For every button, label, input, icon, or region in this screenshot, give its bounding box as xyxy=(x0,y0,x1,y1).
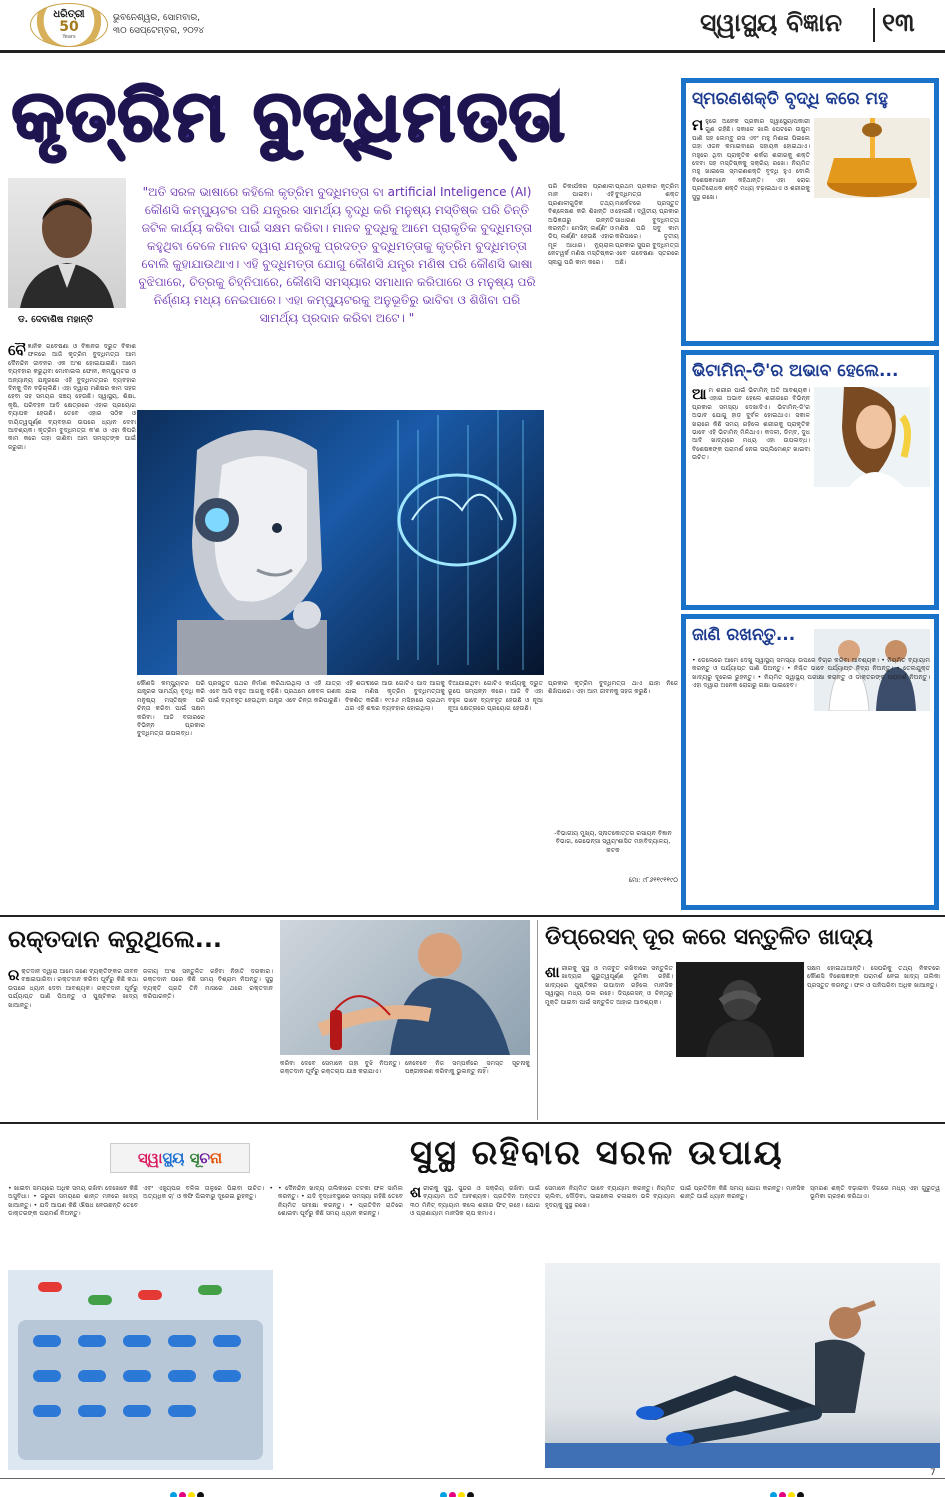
depression-col-2: ସକ୍ଷମ ହୋଇଥାଆନ୍ତି। ସେପରିକୁ ତଥ୍ୟ ନିକଟରେ କୌଣସି ବିଶେଷଜ୍ଞଙ୍କ ପରାମର୍ଶ ନେଇ ଖାଦ୍ୟ ତାଲିକା ପ୍ରସ୍ତୁତ କରନ୍ତୁ। ଫଳ ଓ ପନିପରିବା ଅଧିକ ଖାଆନ୍ତୁ। xyxy=(807,965,940,989)
depression-col-1-text: ରୀରକୁ ସୁସ୍ଥ ଓ ମଜବୁତ ରଖିବାରେ ସନ୍ତୁଳିତ ଖାଦ୍ୟର ଗୁରୁତ୍ୱପୂର୍ଣ୍ଣ ଭୂମିକା ରହିଛି। ଖାଦ୍ୟରେ ପୁଷ୍ଟିକର ଉପାଦାନ ରହିଲେ ମାନସିକ ସ୍ୱାସ୍ଥ୍ୟ ମଧ୍ୟ ଭଲ ରହେ। ଡିପ୍ରେସନ୍ ଓ ଚିନ୍ତାରୁ ମୁକ୍ତି ପାଇବା ପାଇଁ ସନ୍ତୁଳିତ ଆହାର ଆବଶ୍ୟକ। xyxy=(545,965,673,1006)
pills-image xyxy=(8,1270,273,1470)
healthy-col-1 xyxy=(410,1185,540,1475)
depression-dropcap: ଶା xyxy=(545,965,560,981)
vitamin-text: ମ ଶରୀର ପାଇଁ ଭିଟାମିନ୍ ଅତି ଆବଶ୍ୟକ। ଏହାର ଅଭାବ ହେଲେ ଶରୀରରେ ବିଭିନ୍ନ ପ୍ରକାର ସମସ୍ୟା ଦେଖାଦିଏ। ଭିଟାମିନ୍-ଡି'ର ଅଭାବ ଯୋଗୁ ହାଡ଼ ଦୁର୍ବଳ ହୋଇଥାଏ। ସକାଳ ଖରାରେ କିଛି ସମୟ ରହିଲେ ଶରୀରକୁ ପ୍ରାକୃତିକ ଭାବେ ଏହି ଭିଟାମିନ୍ ମିଳିଥାଏ। କଦଳୀ, ଡିମ୍ବ, ଦୁଧ ଆଦି ଖାଦ୍ୟରେ ମଧ୍ୟ ଏହା ଉପଲବ୍ଧ। ବିଶେଷଜ୍ଞଙ୍କ ପରାମର୍ଶ ନେଇ ସପ୍ଲିମେଣ୍ଟ ଖାଇବା ଉଚିତ। xyxy=(692,387,810,462)
tips-label-part-5: ନା xyxy=(210,1149,223,1167)
article-col-left-text: ଜ୍ଞାନିକ ଗବେଷଣା ଓ ବିଜ୍ଞାନର ଦ୍ରୁତ ବିକାଶ ଫଳରେ ଆଜି କୃତ୍ରିମ ବୁଦ୍ଧିମତ୍ତା ଆମ ଦୈନନ୍ଦିନ ଜୀବନର ଏକ ଅଂଶ ହୋଇଯାଇଛି। ଆମେ ବ୍ୟବହାର କରୁଥିବା ମୋବାଇଲ ଫୋନ, କମ୍ପ୍ୟୁଟର ଓ ଅନ୍ୟାନ୍ୟ ଯନ୍ତ୍ରରେ ଏହି ବୁଦ୍ଧିମତ୍ତାର ବ୍ୟବହାର ଦିନକୁ ଦିନ ବଢ଼ିଚାଲିଛି। ଏହା ଦ୍ୱାରା ମଣିଷର କାମ ସହଜ ହେବା ସହ ସମୟର ସଞ୍ଚୟ ହେଉଛି। ସ୍ୱାସ୍ଥ୍ୟ, ଶିକ୍ଷା, କୃଷି, ପରିବହନ ଆଦି କ୍ଷେତ୍ରରେ ଏହାର ପ୍ରୟୋଗ ବ୍ୟାପକ ହେଉଛି। ତେବେ ଏହାର ସଠିକ ଓ ଦାୟିତ୍ୱପୂର୍ଣ୍ଣ ବ୍ୟବହାର ଉପରେ ଧ୍ୟାନ ଦେବା ଆବଶ୍ୟକ। କୃତ୍ରିମ ବୁଦ୍ଧିମତ୍ତା କ'ଣ ଓ ଏହା କିପରି କାମ କରେ ତାହା ଜାଣିବା ଆମ ସମସ୍ତଙ୍କ ପାଇଁ ଜରୁରୀ। xyxy=(8,343,136,451)
article-col-upper-2: ପ୍ରଥମ ପ୍ରକାର କୃତ୍ରିମ ବୁଦ୍ଧିମତ୍ତା ଶକ୍ତ ମାର୍କେଟରେ ପ୍ରସ୍ତୁତ ହୋଇଛି। ଦ୍ୱିତୀୟ ପ୍ରକାର ସାଧାରଣ ବୁଦ୍ଧିମତ୍ତା ମଣିଷ ପରି ସବୁ କାମ କରିପାରେ। ତୃତୀୟ ପ୍ରକାର ସୁପର ବୁଦ୍ଧିମତ୍ତା ଏବେ ଗବେଷଣା ସ୍ତରରେ ଅଛି। xyxy=(615,183,679,266)
tips-label xyxy=(110,1143,250,1173)
logo-text: ଧରିତ୍ରୀ xyxy=(53,9,85,20)
blood-col-1 xyxy=(8,968,138,1118)
article-col-upper-1: ପରି ଚିକାର୍ଯକର ପ୍ରଣାଳୀ ମାନ ପାଇବା। ଏହି ପ୍ରଣାଳୀଗୁଡ଼ିକ ତଥ୍ୟ ବିଶ୍ଳେଷଣ କରି ଶିଖନ୍ତି ଓ ଅଭିଜ୍ଞତାରୁ ଉନ୍ନତି କରନ୍ତି। ମେସିନ୍ ଲର୍ଣ୍ଣିଂ ଓ ଡିପ୍ ଲର୍ଣ୍ଣିଂ ହେଉଛି ଏହାର ମୂଳ ଆଧାର। ନ୍ୟୁରାଲ ନେଟୱର୍କ ମଣିଷ ମସ୍ତିଷ୍କର ସ୍ନାୟୁ ପରି କାମ କରେ। xyxy=(548,183,614,266)
healthy-article-title: ସୁସ୍ଥ ରହିବାର ସରଳ ଉପାୟ xyxy=(410,1133,784,1173)
article-col-lower-3: ଏହି ଶତାବ୍ଦୀରେ ଆଉ ଗୋଟିଏ ପାଦ ଆଗକୁ ଯାଇ ମଣିଷ କୃତ୍ରିମ ବୁଦ୍ଧିମତ୍ତାକୁ ବିକଶିତ କରିଛି। ୧୯୫୬ ମସିହାରେ ପ୍ରଥମ ଥର ଏହି ଶବ୍ଦର ବ୍ୟବହାର ହୋଇଥିଲା। xyxy=(345,680,445,713)
vitamin-dropcap: ଆ xyxy=(692,387,707,403)
tips-col-2: ଏବଂ ଏହ୍ୟୁପର ବଳିଲ ତାଳୁରେ ପିଇବା ଉଚିତ। • ଅତ୍ୟଧିକ ଚା' ଓ କଫି ପିଇବାରୁ ଦୂରେଇ ରୁହନ୍ତୁ। xyxy=(143,1185,273,1201)
blood-col-1-text: କ୍ତଦାନ ଦ୍ୱାରା ଆମେ ଜଣେ ବ୍ୟକ୍ତିଙ୍କର ଜୀବନ ବଞ୍ଚାଇପାରିବା। ରକ୍ତଦାନ କରିବା ପୂର୍ବରୁ କିଛି କଥା ଉପରେ ଧ୍ୟାନ ଦେବା ଆବଶ୍ୟକ। ରକ୍ତଦାନ ପୂର୍ବରୁ ପର୍ଯ୍ୟାପ୍ତ ପାଣି ପିଅନ୍ତୁ ଓ ପୁଷ୍ଟିକର ଖାଦ୍ୟ ଖାଆନ୍ତୁ। xyxy=(8,968,138,1009)
tips-label-part-3: ସୂ xyxy=(189,1149,200,1167)
tips-label-part-1: ସ୍ୱା xyxy=(137,1149,163,1167)
honey-box-title: ସ୍ମରଣଶକ୍ତି ବୃଦ୍ଧି କରେ ମହୁ xyxy=(692,89,889,109)
newspaper-logo xyxy=(30,3,108,47)
footer-rule xyxy=(0,1478,945,1479)
know-box-text: • ଡେଲେରେ ଆମେ ଦେଖୁ ସ୍ୱାସ୍ଥ୍ୟ ସମସ୍ୟା ଉପରେ ବିଚାର କରିବା ଆବଶ୍ୟକ। • ନିୟମିତ ବ୍ୟାୟାମ କରନ୍ତୁ ଓ ପର୍ଯ୍ୟାପ୍ତ ପାଣି ପିଅନ୍ତୁ। • ନିଶ୍ଚିତ ଭାବେ ପର୍ଯ୍ୟାପ୍ତ ନିଦ୍ରା ନିଅନ୍ତୁ। • ତେଲଯୁକ୍ତ ଖାଦ୍ୟରୁ ଦୂରେଇ ରୁହନ୍ତୁ। • ନିୟମିତ ସ୍ୱାସ୍ଥ୍ୟ ପରୀକ୍ଷା କରାନ୍ତୁ ଓ ଡାକ୍ତରଙ୍କ ପରାମର୍ଶ ନିଅନ୍ତୁ। ଏହା ଦ୍ୱାରା ଅନେକ ରୋଗରୁ ରକ୍ଷା ପାଇହେବ। xyxy=(692,657,930,690)
depressed-man-image xyxy=(676,962,804,1057)
footer-page-digit: 7 xyxy=(930,1468,936,1478)
masthead-rule xyxy=(0,50,945,53)
ai-robot-image xyxy=(137,410,544,675)
healthy-col-4: ସ୍ମରଣ ଶକ୍ତି ବଢ଼ାଇବା ଦିଗରେ ମଧ୍ୟ ଏହା ଗୁରୁତ୍ୱ ଭୂମିକା ଗ୍ରହଣ କରିଥାଏ। xyxy=(810,1185,940,1201)
vitamin-box-title: ଭିଟାମିନ୍-ଡି'ର ଅଭାବ ହେଲେ... xyxy=(692,361,899,381)
dateline xyxy=(113,12,204,38)
honey-image xyxy=(814,118,930,198)
section-title: ସ୍ୱାସ୍ଥ୍ୟ ବିଜ୍ଞାନ xyxy=(700,8,843,37)
main-headline: କୃତ୍ରିମ ବୁଦ୍ଧିମତ୍ତା xyxy=(12,75,567,157)
author-photo xyxy=(8,178,126,308)
honey-text: ହୁରେ ଅନେକ ପ୍ରକାର ସ୍ୱାସ୍ଥ୍ୟୋପକାରୀ ଗୁଣ ରହିଛି। ସକାଳେ ଖାଲି ପେଟରେ ଉଷୁମ ପାଣି ସହ ଲେମ୍ବୁ ରସ ଏବଂ ମହୁ ମିଶାଇ ପିଇଲେ ତାହା ଓଜନ କମାଇବାରେ ସହାୟକ ହୋଇଥାଏ। ମହୁରେ ଥିବା ପ୍ରାକୃତିକ ଶର୍କରା ଶରୀରକୁ ଶକ୍ତି ଦେବା ସହ ମସ୍ତିଷ୍କକୁ ସକ୍ରିୟ ରଖେ। ନିୟମିତ ମହୁ ଖାଇଲେ ସ୍ମରଣଶକ୍ତି ବୃଦ୍ଧି ହୁଏ ବୋଲି ବିଶେଷଜ୍ଞମାନେ କହିଥାନ୍ତି। ଏହା ରୋଗ ପ୍ରତିରୋଧକ ଶକ୍ତି ମଧ୍ୟ ବଢ଼ାଇଥାଏ ଓ ଶରୀରକୁ ସୁସ୍ଥ ରଖେ। xyxy=(692,118,810,201)
article-col-lower-4: ଦିଆଯାଇଥିବା ଗୋଟିଏ କାର୍ଯ୍ୟକୁ ଦ୍ରୁତ ରୂପେ ସମ୍ପନ୍ନ କରେ। ଆଜି ବି ଏହା ବହୁଳ ଭାବେ ବ୍ୟବହୃତ ହେଉଛି ଓ ନୂଆ ନୂଆ କ୍ଷେତ୍ରରେ ପ୍ରୟୋଗ ହେଉଛି। xyxy=(448,680,543,713)
section-divider-v xyxy=(537,920,538,1120)
tips-label-part-4: ଚ xyxy=(199,1149,211,1167)
footer-color-dots-left xyxy=(170,1484,206,1497)
section-rule-1 xyxy=(0,915,945,917)
article-col-lower-1: କୌଣସି କମ୍ପ୍ୟୁଟର ପରି ଯନ୍ତ୍ରର ସାମର୍ଥ୍ୟ ବୃଦ୍ଧି କରି ମନୁଷ୍ୟ ମସ୍ତିଷ୍କ ପରି ଚିନ୍ତା କରିବା ପାଇଁ ସକ୍ଷମ କରିବା। ଆଜି ବଜାରରେ ବିଭିନ୍ନ ପ୍ରକାର ବୁଦ୍ଧିମତ୍ତା ଉପଲବ୍ଧ। xyxy=(137,680,205,738)
blood-dropcap: ର xyxy=(8,968,20,984)
healthy-dropcap: ଶ xyxy=(410,1185,422,1201)
blood-col-4: ନେବେବେ ନିଜ ସମ୍ପର୍କରେ ସମସ୍ତ ସୂଚନାକୁ ପଞ୍ଜୀକରଣ କରିବାକୁ ଭୁଲନ୍ତୁ ନାହିଁ। xyxy=(405,1060,530,1076)
article-col-lower-2: ପ୍ରସ୍ତୁତ ପଥର ନିର୍ମାଣ କରିଥାଉଥିଲା ଓ ଏହି ଯାତ୍ରା ଏବେ ଆସି ବହୁତ ଆଗକୁ ବଢ଼ିଛି। ପ୍ରଥମେ କେବଳ ଗଣନା ପାଇଁ ବ୍ୟବହୃତ ହେଉଥିବା ଯନ୍ତ୍ର ଏବେ ଚିନ୍ତା କରିପାରୁଛି। xyxy=(208,680,341,704)
masthead xyxy=(0,0,945,50)
healthy-col-3: ପାଇଁ ପ୍ରତିଦିନ କିଛି ସମୟ ଯୋଗ କରନ୍ତୁ। ମାନସିକ ଶାନ୍ତି ପାଇଁ ଧ୍ୟାନ କରନ୍ତୁ। xyxy=(680,1185,805,1201)
depression-article-title: ଡିପ୍ରେସନ୍ ଦୂର କରେ ସନ୍ତୁଳିତ ଖାଦ୍ୟ xyxy=(545,925,873,950)
tips-col-1: • ଖାଇବା ସମୟରେ ଅଧିକ ସମୟ ରଖିବା ଦେଖେବେ କିଛି ଅସୁବିଧା। • ଜରୁରୀ ସମୟରେ ଶାନ୍ତ ମନରେ ଖାଦ୍ୟ ଖାଆନ୍ତୁ। • ଯଦି ଆପଣ କିଛି ଔଷଧ ନେଉଛନ୍ତି ତେବେ ଡାକ୍ତରଙ୍କ ପରାମର୍ଶ ନିଅନ୍ତୁ। xyxy=(8,1185,138,1218)
author-name: ଡ. ଦେବାଶିଷ ମହାନ୍ତି xyxy=(18,315,94,325)
woman-banana-image xyxy=(814,387,930,487)
pull-quote: "ଅତି ସରଳ ଭାଷାରେ କହିଲେ କୃତ୍ରିମ ବୁଦ୍ଧିମତ୍ତା ବା artificial Inteligence (AI) କୌଣସି କମ୍ପ୍ୟୁଟର ପରି ଯନ୍ତ୍ରର ସାମର୍ଥ୍ୟ ବୃଦ୍ଧି କରି ମନୁଷ୍ୟ ମସ୍ତିଷ୍କ ପରି ଚିନ୍ତି ଜଟିଳ କାର୍ଯ୍ୟ କରିବା ପାଇଁ ସକ୍ଷମ କରିବା। ମାନବ ବୁଦ୍ଧିକୁ ଆମେ ପ୍ରାକୃତିକ ବୁଦ୍ଧିମତ୍ତା କହୁଥିବା ବେଳେ ମାନବ ଦ୍ୱାରା ଯନ୍ତ୍ରକୁ ପ୍ରଦତ୍ତ ବୁଦ୍ଧିମତ୍ତାକୁ କୃତ୍ରିମ ବୁଦ୍ଧିମତ୍ତା ବୋଲି କୁହାଯାଉଥାଏ। ଏହି ବୁଦ୍ଧିମତ୍ତା ଯୋଗୁ କୌଣସି ଯନ୍ତ୍ର ମଣିଷ ପରି କୌଣସି ଭାଷା ବୁଝିପାରେ, ଚିତ୍ରକୁ ଚିହ୍ନିପାରେ, କୌଣସି ସମସ୍ୟାର ସମାଧାନ କରିପାରେ ଓ ମନୁଷ୍ୟ ପରି ନିର୍ଣ୍ଣୟ ମଧ୍ୟ ନେଇପାରେ। ଏହା କମ୍ପ୍ୟୁଟରକୁ ଅନୁଭୂତିରୁ ଭାବିବା ଓ ଶିଖିବା ପରି ସାମର୍ଥ୍ୟ ପ୍ରଦାନ କରିବା ଅଟେ। " xyxy=(138,185,536,325)
honey-dropcap: ମ xyxy=(692,118,704,134)
footer-color-dots-right xyxy=(770,1484,806,1497)
article-dropcap: ବୈ xyxy=(8,343,26,359)
depression-col-1 xyxy=(545,965,673,1115)
footer-color-dots-mid xyxy=(440,1484,476,1497)
blood-donation-image xyxy=(280,920,530,1055)
masthead-divider xyxy=(873,8,875,42)
article-contact: ମୋ: ୯୮୬୧୧୯୧୧୯୦ xyxy=(628,876,678,884)
tips-col-3: • ଦୈନନ୍ଦିନ ଖାଦ୍ୟ ତାଲିକାରେ ତଟକା ଫଳ ସାମିଲ କରନ୍ତୁ। • ଯଦି ବୃଦ୍ଧାବସ୍ଥାରେ ସମସ୍ୟା ରହିଛି ତେବେ ନିୟମିତ ସମୀକ୍ଷା କରନ୍ତୁ। • ପ୍ରତିଦିନ ରାତିରେ ଶୋଇବା ପୂର୍ବରୁ କିଛି ସମୟ ଧ୍ୟାନ କରନ୍ତୁ। xyxy=(278,1185,403,1218)
tips-label-part-2: ସ୍ଥ୍ୟ xyxy=(162,1149,185,1167)
article-byline: -ବିଭାଗୀୟ ମୁଖ୍ୟ, ସ୍ନାତକୋତ୍ତର ରସାୟନ ବିଜ୍ଞାନ ବିଭାଗ, ରେଭେନ୍ସା ସ୍ୱୟଂଶାସିତ ମହାବିଦ୍ୟାଳୟ, କଟକ xyxy=(554,830,672,854)
page-number: ୧୩ xyxy=(882,8,915,37)
article-col-lower-5: ପ୍ରକାର କୃତ୍ରିମ ବୁଦ୍ଧିମତ୍ତା ଥାଏ ଯାହା ନିଜେ ଶିଖିପାରେ। ଏହା ଆମ ଜୀବନକୁ ସହଜ କରୁଛି। xyxy=(548,680,678,696)
healthy-col-2: ସେମାନେ ନିୟମିତ ଭାବେ ବ୍ୟାୟାମ କରନ୍ତୁ। ନିୟମିତ ଚାଲିବା, ଦୌଡ଼ିବା, ସାଇକେଲ ଚଳାଇବା ଭଳି ବ୍ୟାୟାମ ହୃଦୟକୁ ସୁସ୍ଥ ରଖେ। xyxy=(545,1185,675,1209)
dateline-date: ୩୦ ସେପ୍ଟେମ୍ବର, ୨୦୨୪ xyxy=(113,26,204,36)
blood-article-title: ରକ୍ତଦାନ କରୁଥିଲେ... xyxy=(8,925,223,953)
honey-box-text xyxy=(692,118,810,338)
article-col-left xyxy=(8,343,136,883)
vitamin-box xyxy=(681,350,939,610)
logo-years: 50 xyxy=(59,19,79,35)
honey-box xyxy=(681,78,939,346)
section-rule-2 xyxy=(0,1122,945,1124)
exercise-image xyxy=(545,1263,940,1468)
logo-years-label: Years xyxy=(62,34,76,40)
healthy-col-1-text: ରୀରକୁ ସୁସ୍ଥ, ସୁନ୍ଦର ଓ ସକ୍ରିୟ ରଖିବା ପାଇଁ ବ୍ୟାୟାମ ଅତି ଆବଶ୍ୟକ। ପ୍ରତିଦିନ ଅନ୍ତତଃ ୩୦ ମିନିଟ୍ ବ୍ୟାୟାମ କଲେ ଶରୀର ଫିଟ୍ ରହେ। ଯୋଗ ଓ ପ୍ରାଣାୟାମ ମାନସିକ ଚାପ କମାଏ। xyxy=(410,1185,540,1218)
blood-col-3: କରିବା ଦେବେ ସେମାନେ ତାହା ବୁଝି ନିଅନ୍ତୁ। ରକ୍ତଦାନ ପୂର୍ବରୁ ରକ୍ତଚାପ ଯାଞ୍ଚ କରାଯାଏ। xyxy=(280,1060,400,1076)
know-box-title: ଜାଣି ରଖନ୍ତୁ... xyxy=(692,625,796,645)
know-box xyxy=(681,614,939,910)
dateline-place: ଭୁବନେଶ୍ୱର, ସୋମବାର, xyxy=(113,13,201,23)
vitamin-box-text xyxy=(692,387,810,602)
blood-col-2: ଜଳୀୟ ଅଂଶ ସନ୍ତୁଳିତ ରହିବା ନିହାତି ଦରକାର। ରକ୍ତଦାନ ପରେ କିଛି ସମୟ ବିଶ୍ରାମ ନିଅନ୍ତୁ। ସୁସ୍ଥ ବ୍ୟକ୍ତି ପ୍ରତି ତିନି ମାସରେ ଥରେ ରକ୍ତଦାନ କରିପାରନ୍ତି। xyxy=(143,968,273,1001)
